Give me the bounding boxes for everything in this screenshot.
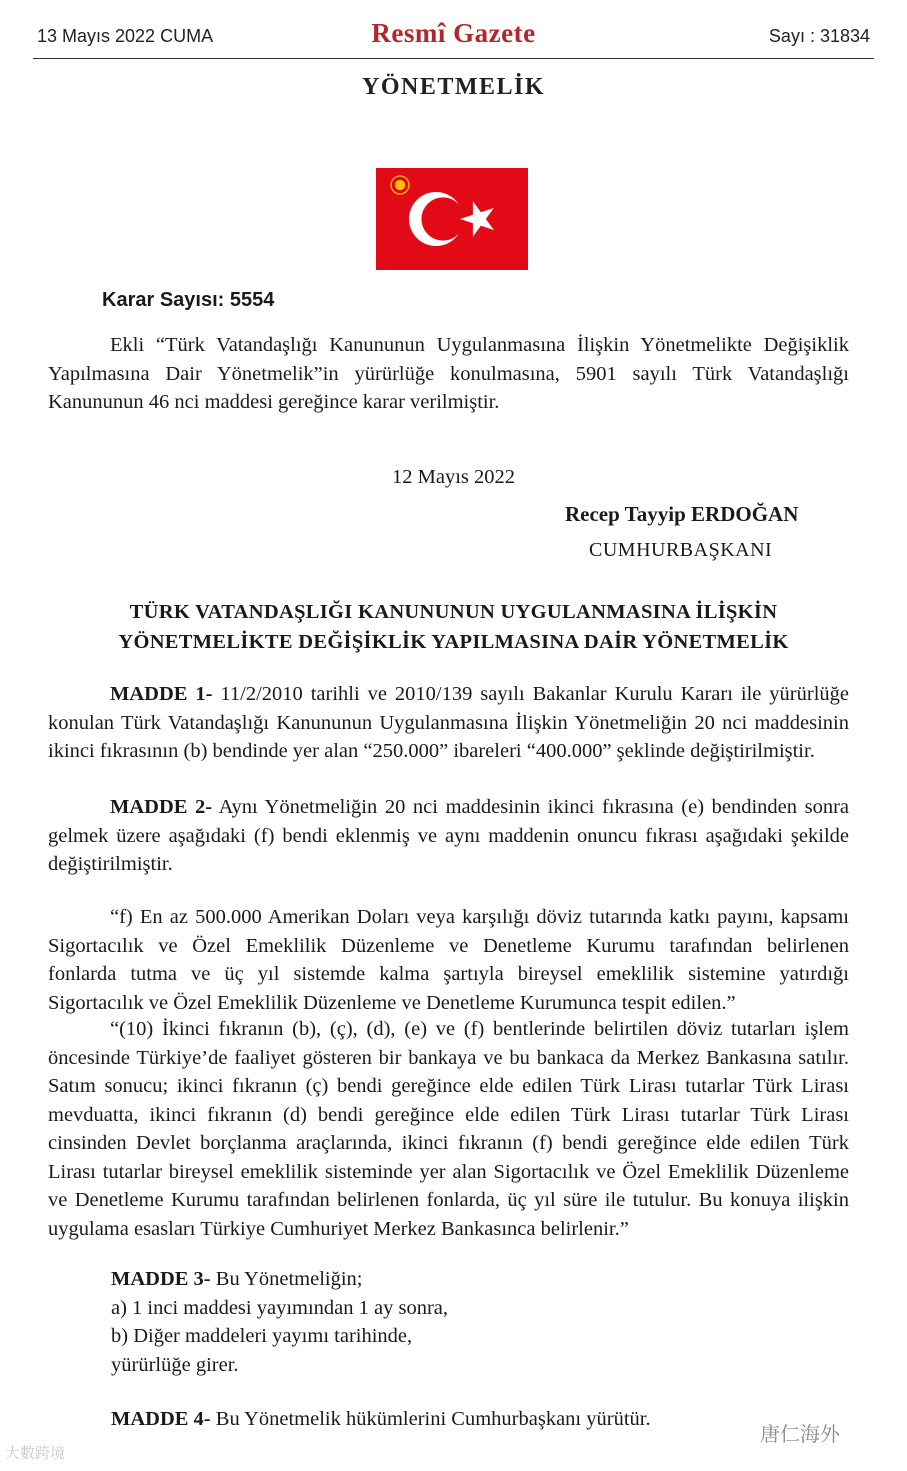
article-2 xyxy=(48,793,849,879)
article-heading: MADDE 2- xyxy=(110,796,213,818)
title-line: TÜRK VATANDAŞLIĞI KANUNUNUN UYGULANMASINA İLİŞKİN xyxy=(129,601,778,623)
text-line: “f) En az 500.000 Amerikan Doları veya karşılığı döviz tutarında katkı payını, kapsamı xyxy=(110,906,849,928)
text-line: değiştirilmiştir. xyxy=(48,853,173,875)
signer-name: Recep Tayyip ERDOĞAN xyxy=(565,502,799,526)
decision-number: Karar Sayısı: 5554 xyxy=(102,289,275,311)
gazette-name: Resmî Gazete xyxy=(371,18,536,48)
text-line: Kanununun 46 nci maddesi gereğince karar verilmiştir. xyxy=(48,391,500,413)
gazette-header xyxy=(33,18,874,59)
text-line: Sigortacılık ve Özel Emeklilik Düzenleme ve Denetleme Kurumu tarafından belirlenen xyxy=(48,934,849,957)
signer-title: CUMHURBAŞKANI xyxy=(589,539,773,561)
title-line: YÖNETMELİKTE DEĞİŞİKLİK YAPILMASINA DAİR YÖNETMELİK xyxy=(118,631,789,653)
watermark-right: 唐仁海外 xyxy=(760,1422,840,1446)
article-4 xyxy=(111,1405,651,1434)
text-line: Yapılmasına Dair Yönetmelik”in yürürlüğe konulmasına, 5901 sayılı Türk Vatandaşlığı xyxy=(48,362,849,385)
article-heading: MADDE 3- xyxy=(111,1268,211,1290)
text-line: ve Denetleme Kurumu tarafından belirlenen fonlarda, üç yıl süre ile tutulur. Bu konuya ilişkin xyxy=(48,1189,849,1211)
text-line: ikinci fıkrasının (b) bendinde yer alan “250.000” ibareleri “400.000” şeklinde değiştirilmiştir. xyxy=(48,740,815,762)
quote-paragraph-10 xyxy=(48,1015,849,1243)
article-heading: MADDE 1- xyxy=(110,683,213,705)
text-line: “(10) İkinci fıkranın (b), (ç), (d), (e) ve (f) bentlerinde belirtilen döviz tutarları işlem xyxy=(110,1018,849,1040)
text-line: Satım sonucu; ikinci fıkranın (ç) bendi gereğince elde edilen Türk Lirası tutarlar Türk Lirası xyxy=(48,1075,849,1097)
regulation-title xyxy=(0,597,907,657)
issue-date: 13 Mayıs 2022 CUMA xyxy=(37,26,214,46)
watermark-left: 大數跨境 xyxy=(5,1444,66,1462)
quote-subparagraph-f xyxy=(48,903,849,1017)
text-line: gelmek üzere aşağıdaki (f) bendi eklenmiş ve aynı maddenin onuncu fıkrası aşağıdaki şekilde xyxy=(48,824,849,847)
article-text: Aynı Yönetmeliğin 20 nci maddesinin ikinci fıkrasına (e) bendinden sonra xyxy=(212,796,849,818)
decision-text xyxy=(48,331,849,417)
article-3 xyxy=(111,1265,448,1379)
text-line: öncesinde Türkiye’de faaliyet gösteren bir bankaya ve bu bankaca da Merkez Bankasına satılır. xyxy=(48,1046,849,1069)
article-text: 11/2/2010 tarihli ve 2010/139 sayılı Bakanlar Kurulu Kararı ile yürürlüğe xyxy=(212,683,849,705)
list-item: a) 1 inci maddesi yayımından 1 ay sonra, xyxy=(111,1296,449,1319)
article-text: Bu Yönetmeliğin; xyxy=(210,1268,363,1290)
text-line: mevduatta, ikinci fıkranın (d) bendi gereğince elde edilen Türk Lirası tutarlar Türk Lirası xyxy=(48,1103,849,1126)
turkish-flag-icon xyxy=(376,168,528,270)
issue-number: Sayı : 31834 xyxy=(768,26,870,46)
decision-date: 12 Mayıs 2022 xyxy=(392,466,515,488)
text-line: yürürlüğe girer. xyxy=(111,1353,239,1376)
article-text: Bu Yönetmelik hükümlerini Cumhurbaşkanı yürütür. xyxy=(210,1408,651,1430)
text-line: fonlarda tutma ve üç yıl sistemde kalma şartıyla bireysel emeklilik sistemine yatırdığı xyxy=(48,963,849,985)
text-line: Lirası tutarlar bireysel emeklilik sisteminde yer alan Sigortacılık ve Özel Emeklilik Düzenleme xyxy=(48,1160,849,1183)
text-line: cinsinden Devlet borçlanma araçlarında, ikinci fıkranın (f) bendi gereğince elde edilen Türk xyxy=(48,1132,849,1154)
text-line: Sigortacılık ve Özel Emeklilik Düzenleme ve Denetleme Kurumunca tespit edilen.” xyxy=(48,991,736,1014)
article-heading: MADDE 4- xyxy=(111,1408,211,1430)
section-title: YÖNETMELİK xyxy=(361,74,546,100)
list-item: b) Diğer maddeleri yayımı tarihinde, xyxy=(111,1325,413,1347)
text-line: Ekli “Türk Vatandaşlığı Kanununun Uygulanmasına İlişkin Yönetmelikte Değişiklik xyxy=(110,334,849,356)
text-line: konulan Türk Vatandaşlığı Kanununun Uygulanmasına İlişkin Yönetmeliğin 20 nci maddesinin xyxy=(48,711,849,734)
text-line: uygulama esasları Türkiye Cumhuriyet Merkez Bankasınca belirlenir.” xyxy=(48,1217,629,1240)
article-1 xyxy=(48,680,849,766)
